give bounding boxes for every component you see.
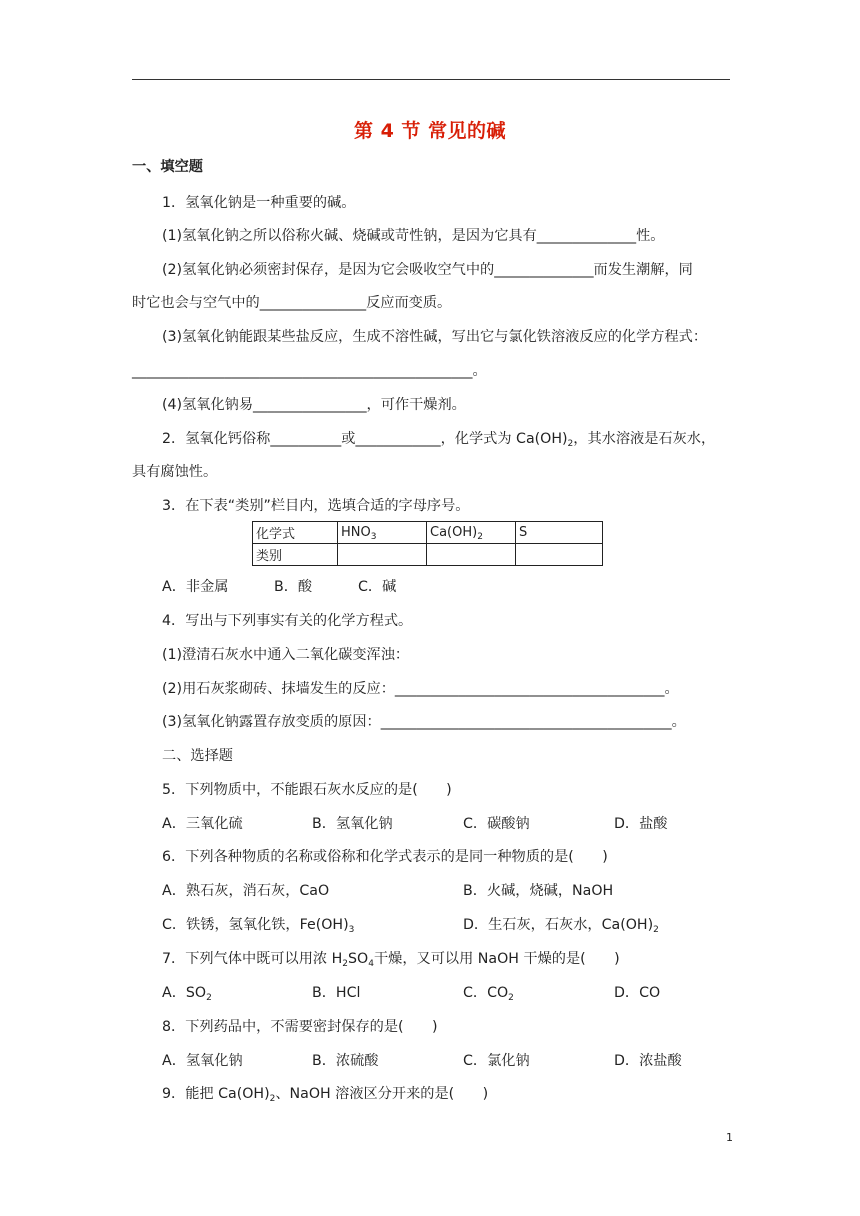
table-cell <box>427 544 516 566</box>
q1-part2-line1: (2)氢氧化钠必须密封保存，是因为它会吸收空气中的______________而发生潮解，同 <box>162 262 693 278</box>
q7-option-a: A．$SO_2$ <box>162 985 212 1003</box>
q6-option-c: C．铁锈，氢氧化铁，$Fe(OH)_3$ <box>162 917 355 935</box>
table-cell: $Ca(OH)_2$ <box>427 522 516 544</box>
q7-stem: 7．下列气体中既可以用浓 $H_2SO_4$干燥，又可以用 NaOH 干燥的是( ) <box>162 951 620 969</box>
q3-option-c: C．碱 <box>358 579 397 595</box>
q9-stem: 9．能把 $Ca(OH)_2$、NaOH 溶液区分开来的是( ) <box>162 1086 489 1104</box>
table-row <box>253 522 603 544</box>
q7-option-b: B．HCl <box>312 985 361 1001</box>
q8-option-d: D．浓盐酸 <box>614 1053 682 1069</box>
q3-option-a: A．非金属 <box>162 579 229 595</box>
q3-option-b: B．酸 <box>274 579 313 595</box>
q2-line1: 2．氢氧化钙俗称__________或____________，化学式为 $Ca(OH)_2$，其水溶液是石灰水， <box>162 431 716 449</box>
table-cell: $HNO_3$ <box>338 522 427 544</box>
category-table <box>252 521 603 566</box>
q7-option-d: D．CO <box>614 985 661 1001</box>
page-number: 1 <box>726 1131 733 1144</box>
q6-option-b: B．火碱，烧碱，NaOH <box>463 883 614 899</box>
header-rule <box>132 79 730 80</box>
q1-stem: 1．氢氧化钠是一种重要的碱。 <box>162 195 356 211</box>
q8-option-b: B．浓硫酸 <box>312 1053 379 1069</box>
table-cell <box>338 544 427 566</box>
table-row <box>253 544 603 566</box>
q4-part2: (2)用石灰浆砌砖、抹墙发生的反应：______________________________________。 <box>162 681 679 697</box>
section-heading-fill: 一、填空题 <box>132 159 203 175</box>
q8-option-a: A．氢氧化钠 <box>162 1053 243 1069</box>
q1-part3-line1: (3)氢氧化钠能跟某些盐反应，生成不溶性碱，写出它与氯化铁溶液反应的化学方程式： <box>162 329 708 345</box>
q8-stem: 8．下列药品中，不需要密封保存的是( ) <box>162 1019 438 1035</box>
q7-option-c: C．$CO_2$ <box>463 985 514 1003</box>
q6-option-a: A．熟石灰，消石灰，CaO <box>162 883 330 899</box>
q1-part2-line2: 时它也会与空气中的_______________反应而变质。 <box>132 295 452 311</box>
table-cell: 化学式 <box>253 522 338 544</box>
table-cell: S <box>516 522 603 544</box>
q5-option-a: A．三氧化硫 <box>162 816 243 832</box>
q4-part1: (1)澄清石灰水中通入二氧化碳变浑浊： <box>162 647 410 663</box>
q3-stem: 3．在下表“类别”栏目内，选填合适的字母序号。 <box>162 498 470 514</box>
q1-part4: (4)氢氧化钠易________________，可作干燥剂。 <box>162 397 466 413</box>
table-cell <box>516 544 603 566</box>
q5-option-b: B．氢氧化钠 <box>312 816 393 832</box>
page-title: 第 4 节 常见的碱 <box>353 120 507 142</box>
q5-stem: 5．下列物质中，不能跟石灰水反应的是( ) <box>162 782 452 798</box>
q5-option-d: D．盐酸 <box>614 816 668 832</box>
q6-stem: 6．下列各种物质的名称或俗称和化学式表示的是同一种物质的是( ) <box>162 849 608 865</box>
q1-part1: (1)氢氧化钠之所以俗称火碱、烧碱或苛性钠，是因为它具有______________性。 <box>162 228 665 244</box>
q8-option-c: C．氯化钠 <box>463 1053 530 1069</box>
q1-part3-line2: ________________________________________________。 <box>132 363 487 379</box>
table-cell: 类别 <box>253 544 338 566</box>
q6-option-d: D．生石灰，石灰水，$Ca(OH)_2$ <box>463 917 659 935</box>
q4-stem: 4．写出与下列事实有关的化学方程式。 <box>162 613 413 629</box>
q5-option-c: C．碳酸钠 <box>463 816 530 832</box>
section-heading-choice: 二、选择题 <box>162 748 233 764</box>
q4-part3: (3)氢氧化钠露置存放变质的原因：_________________________________________。 <box>162 714 686 730</box>
q2-line2: 具有腐蚀性。 <box>132 464 218 480</box>
